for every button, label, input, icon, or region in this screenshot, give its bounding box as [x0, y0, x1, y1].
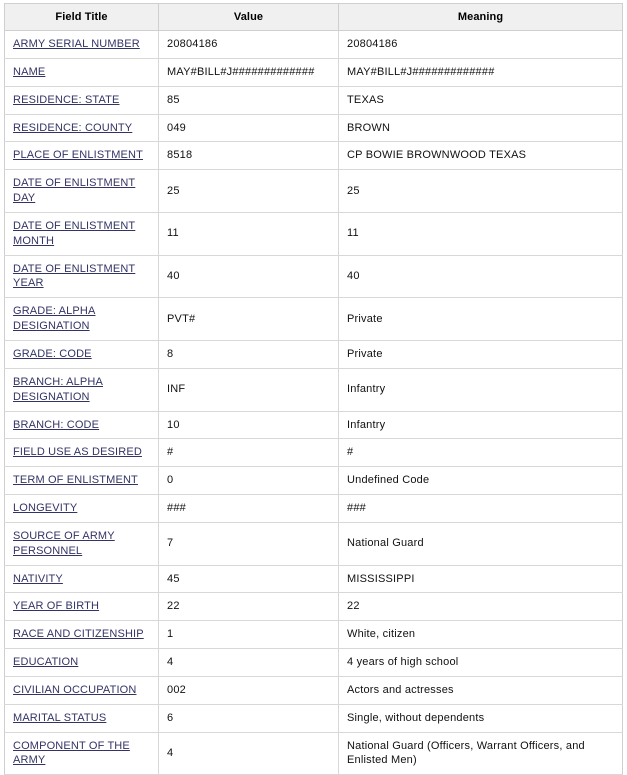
- field-title-link[interactable]: NATIVITY: [13, 572, 63, 585]
- meaning-cell: White, citizen: [339, 621, 623, 649]
- value-cell: ###: [159, 495, 339, 523]
- meaning-cell: 22: [339, 593, 623, 621]
- table-row: [5, 732, 623, 775]
- meaning-cell: National Guard: [339, 522, 623, 565]
- field-title-link[interactable]: EDUCATION: [13, 656, 79, 669]
- field-title-cell: [5, 368, 159, 411]
- field-title-cell: [5, 170, 159, 213]
- value-cell: 85: [159, 86, 339, 114]
- value-cell: 1: [159, 621, 339, 649]
- field-title-link[interactable]: MARITAL STATUS: [13, 711, 107, 724]
- value-cell: MAY#BILL#J#############: [159, 58, 339, 86]
- table-header: [5, 4, 623, 31]
- value-cell: 40: [159, 255, 339, 298]
- table-row: [5, 368, 623, 411]
- table-row: [5, 212, 623, 255]
- table-row: [5, 114, 623, 142]
- table-row: [5, 298, 623, 341]
- table-row: [5, 170, 623, 213]
- value-cell: 002: [159, 676, 339, 704]
- meaning-cell: BROWN: [339, 114, 623, 142]
- meaning-cell: ###: [339, 495, 623, 523]
- meaning-cell: Private: [339, 298, 623, 341]
- field-title-link[interactable]: ARMY SERIAL NUMBER: [13, 38, 140, 50]
- field-title-link[interactable]: DATE OF ENLISTMENT YEAR: [13, 262, 136, 290]
- field-title-link[interactable]: GRADE: ALPHA DESIGNATION: [13, 305, 96, 333]
- enlistment-record-table: [4, 3, 623, 775]
- field-title-cell: [5, 340, 159, 368]
- value-cell: 10: [159, 411, 339, 439]
- value-cell: 4: [159, 649, 339, 677]
- table-row: [5, 58, 623, 86]
- value-cell: 4: [159, 732, 339, 775]
- value-cell: 20804186: [159, 31, 339, 59]
- value-cell: 8518: [159, 142, 339, 170]
- value-cell: 11: [159, 212, 339, 255]
- meaning-cell: 25: [339, 170, 623, 213]
- value-cell: 25: [159, 170, 339, 213]
- field-title-link[interactable]: CIVILIAN OCCUPATION: [13, 683, 137, 696]
- field-title-cell: [5, 58, 159, 86]
- meaning-cell: CP BOWIE BROWNWOOD TEXAS: [339, 142, 623, 170]
- field-title-link[interactable]: NAME: [13, 65, 46, 78]
- meaning-cell: 11: [339, 212, 623, 255]
- field-title-cell: [5, 255, 159, 298]
- field-title-link[interactable]: LONGEVITY: [13, 502, 78, 515]
- header-row: [5, 4, 623, 31]
- field-title-link[interactable]: DATE OF ENLISTMENT DAY: [13, 177, 136, 205]
- field-title-link[interactable]: GRADE: CODE: [13, 347, 92, 360]
- value-cell: INF: [159, 368, 339, 411]
- field-title-cell: [5, 31, 159, 59]
- meaning-cell: TEXAS: [339, 86, 623, 114]
- table-row: [5, 676, 623, 704]
- field-title-cell: [5, 114, 159, 142]
- field-title-cell: [5, 298, 159, 341]
- table-row: [5, 522, 623, 565]
- field-title-link[interactable]: RESIDENCE: COUNTY: [13, 121, 133, 134]
- value-cell: 7: [159, 522, 339, 565]
- table-row: [5, 649, 623, 677]
- table-row: [5, 31, 623, 59]
- meaning-cell: Infantry: [339, 368, 623, 411]
- value-cell: 22: [159, 593, 339, 621]
- field-title-cell: [5, 676, 159, 704]
- table-row: [5, 255, 623, 298]
- table-row: [5, 86, 623, 114]
- field-title-link[interactable]: COMPONENT OF THE ARMY: [13, 739, 130, 767]
- meaning-cell: #: [339, 439, 623, 467]
- value-cell: 6: [159, 704, 339, 732]
- field-title-link[interactable]: BRANCH: ALPHA DESIGNATION: [13, 375, 103, 403]
- meaning-cell: Single, without dependents: [339, 704, 623, 732]
- value-cell: PVT#: [159, 298, 339, 341]
- field-title-cell: [5, 565, 159, 593]
- column-header-value: Value: [159, 4, 339, 31]
- table-row: [5, 621, 623, 649]
- value-cell: 049: [159, 114, 339, 142]
- field-title-link[interactable]: TERM OF ENLISTMENT: [13, 474, 138, 487]
- table-row: [5, 495, 623, 523]
- field-title-cell: [5, 212, 159, 255]
- meaning-cell: Actors and actresses: [339, 676, 623, 704]
- table-row: [5, 704, 623, 732]
- meaning-cell: 4 years of high school: [339, 649, 623, 677]
- field-title-cell: [5, 522, 159, 565]
- field-title-cell: [5, 732, 159, 775]
- field-title-link[interactable]: YEAR OF BIRTH: [13, 600, 100, 613]
- field-title-cell: [5, 467, 159, 495]
- value-cell: #: [159, 439, 339, 467]
- field-title-cell: [5, 411, 159, 439]
- meaning-cell: Infantry: [339, 411, 623, 439]
- field-title-link[interactable]: BRANCH: CODE: [13, 418, 100, 431]
- meaning-cell: Private: [339, 340, 623, 368]
- field-title-cell: [5, 593, 159, 621]
- column-header-meaning: Meaning: [339, 4, 623, 31]
- value-cell: 0: [159, 467, 339, 495]
- field-title-link[interactable]: SOURCE OF ARMY PERSONNEL: [13, 529, 115, 557]
- field-title-link[interactable]: DATE OF ENLISTMENT MONTH: [13, 219, 136, 247]
- column-header-field-title: Field Title: [5, 4, 159, 31]
- table-row: [5, 439, 623, 467]
- field-title-cell: [5, 649, 159, 677]
- value-cell: 8: [159, 340, 339, 368]
- meaning-cell: MISSISSIPPI: [339, 565, 623, 593]
- field-title-link[interactable]: RACE AND CITIZENSHIP: [13, 628, 144, 641]
- table-row: [5, 411, 623, 439]
- field-title-cell: [5, 621, 159, 649]
- field-title-cell: [5, 439, 159, 467]
- table-row: [5, 593, 623, 621]
- field-title-link[interactable]: FIELD USE AS DESIRED: [13, 446, 142, 459]
- value-cell: 45: [159, 565, 339, 593]
- meaning-cell: 20804186: [339, 31, 623, 59]
- table-row: [5, 142, 623, 170]
- field-title-cell: [5, 495, 159, 523]
- field-title-cell: [5, 704, 159, 732]
- field-title-link[interactable]: RESIDENCE: STATE: [13, 93, 120, 106]
- table-row: [5, 565, 623, 593]
- meaning-cell: MAY#BILL#J#############: [339, 58, 623, 86]
- field-title-link[interactable]: PLACE OF ENLISTMENT: [13, 149, 143, 162]
- field-title-cell: [5, 86, 159, 114]
- table-row: [5, 467, 623, 495]
- meaning-cell: Undefined Code: [339, 467, 623, 495]
- table-row: [5, 340, 623, 368]
- meaning-cell: National Guard (Officers, Warrant Officers, and Enlisted Men): [339, 732, 623, 775]
- field-title-cell: [5, 142, 159, 170]
- meaning-cell: 40: [339, 255, 623, 298]
- table-body: [5, 31, 623, 775]
